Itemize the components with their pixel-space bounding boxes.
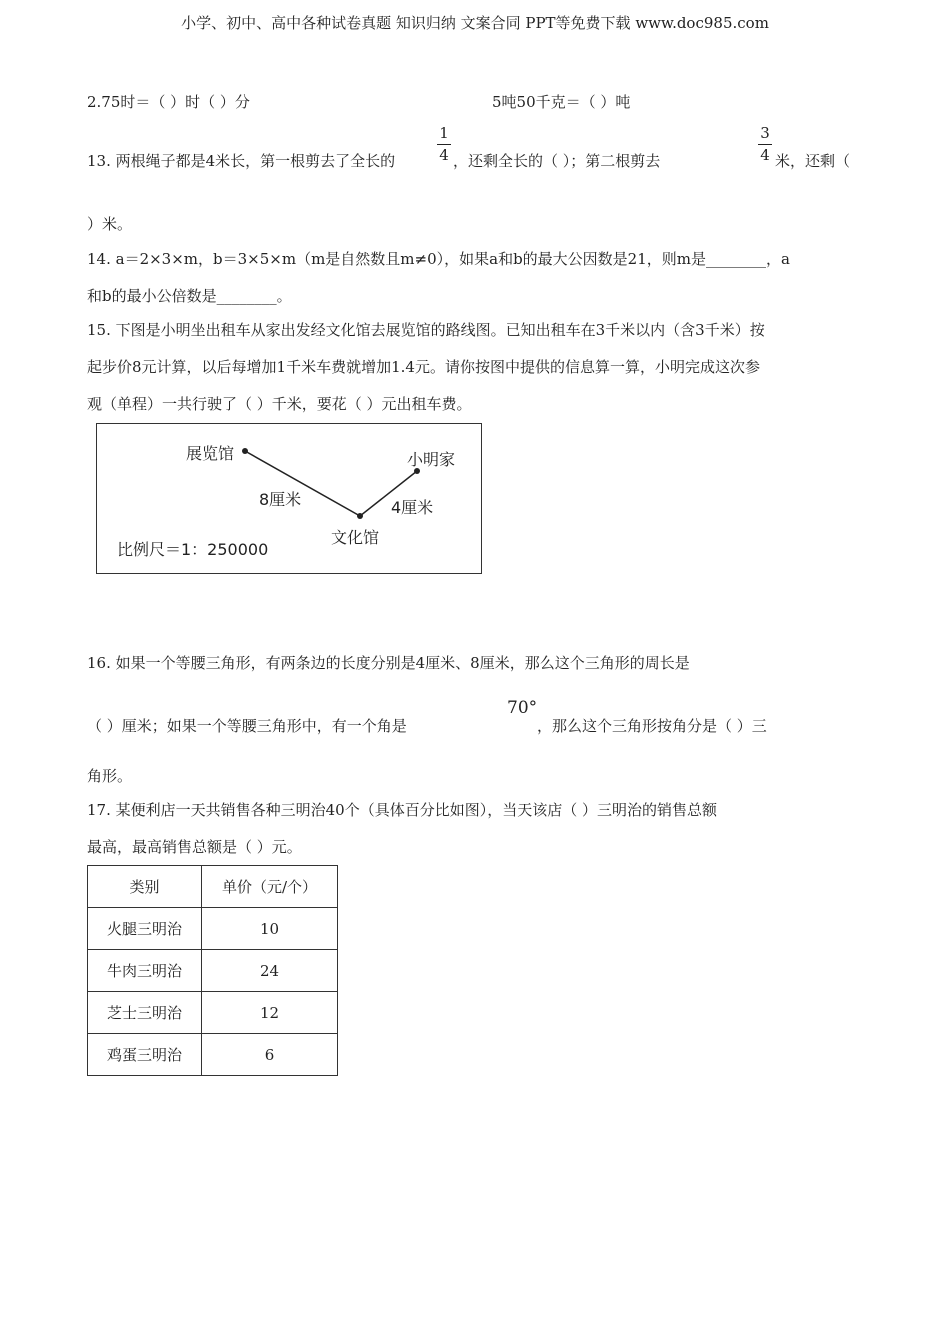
row-category: 牛肉三明治 — [88, 950, 202, 992]
sandwich-price-table — [87, 865, 338, 1076]
header-unit-price: 单价（元/个） — [202, 866, 338, 908]
q14-line1: 14. a＝2×3×m，b＝3×5×m（m是自然数且m≠0），如果a和b的最大公因数是21，则m是________，a — [87, 250, 790, 268]
home-label: 小明家 — [407, 450, 456, 469]
q14-line2: 和b的最小公倍数是________。 — [87, 287, 292, 305]
q17-line2: 最高，最高销售总额是（ ）元。 — [87, 838, 302, 856]
q13-fraction-2 — [758, 126, 772, 163]
row-category: 芝士三明治 — [88, 992, 202, 1034]
distance-4cm-label: 4厘米 — [391, 498, 434, 517]
distance-8cm-label: 8厘米 — [259, 490, 302, 509]
q13-frac1-denominator: 4 — [439, 146, 449, 164]
q13-text-a: 13. 两根绳子都是4米长，第一根剪去了全长的 — [87, 152, 396, 170]
q16-line3: 角形。 — [87, 767, 133, 785]
row-category: 鸡蛋三明治 — [88, 1034, 202, 1076]
row-price: 24 — [202, 950, 338, 992]
q16-line2a: （ ）厘米；如果一个等腰三角形中，有一个角是 — [87, 717, 407, 735]
scale-label: 比例尺＝1：250000 — [117, 540, 269, 559]
angle-70: 70° — [507, 698, 538, 718]
q16-line2b: ，那么这个三角形按角分是（ ）三 — [537, 717, 767, 735]
header-category: 类别 — [88, 866, 202, 908]
q15-line2: 起步价8元计算，以后每增加1千米车费就增加1.4元。请你按图中提供的信息算一算，小明完成这次参 — [87, 358, 760, 376]
page-header: 小学、初中、高中各种试卷真题 知识归纳 文案合同 PPT等免费下载 www.doc985.com — [181, 14, 769, 32]
q13-text-b: ，还剩全长的（ ）；第二根剪去 — [453, 152, 661, 170]
q13-frac1-numerator: 1 — [439, 124, 449, 142]
q13-text-c: 米，还剩（ — [775, 152, 851, 170]
table-row — [88, 908, 338, 950]
row-price: 6 — [202, 1034, 338, 1076]
q15-line3: 观（单程）一共行驶了（ ）千米，要花（ ）元出租车费。 — [87, 395, 472, 413]
q13-frac2-numerator: 3 — [760, 124, 770, 142]
exhibition-label: 展览馆 — [186, 444, 235, 463]
row-price: 12 — [202, 992, 338, 1034]
q12-part2: 5吨50千克＝（ ）吨 — [492, 93, 631, 111]
route-map — [96, 423, 482, 574]
q17-line1: 17. 某便利店一天共销售各种三明治40个（具体百分比如图），当天该店（ ）三明治的销售总额 — [87, 801, 717, 819]
q16-line1: 16. 如果一个等腰三角形，有两条边的长度分别是4厘米、8厘米，那么这个三角形的周长是 — [87, 654, 690, 672]
q12-part1: 2.75时＝（ ）时（ ）分 — [87, 93, 250, 111]
culture-label: 文化馆 — [331, 528, 380, 547]
row-price: 10 — [202, 908, 338, 950]
q15-line1: 15. 下图是小明坐出租车从家出发经文化馆去展览馆的路线图。已知出租车在3千米以内（含3千米）按 — [87, 321, 765, 339]
table-row — [88, 1034, 338, 1076]
table-row — [88, 992, 338, 1034]
exhibition-point — [242, 448, 248, 454]
table-header-row — [88, 866, 338, 908]
culture-point — [357, 513, 363, 519]
q13-fraction-1 — [437, 126, 451, 163]
q13-frac2-denominator: 4 — [760, 146, 770, 164]
row-category: 火腿三明治 — [88, 908, 202, 950]
q13-line2: ）米。 — [87, 215, 133, 233]
table-row — [88, 950, 338, 992]
